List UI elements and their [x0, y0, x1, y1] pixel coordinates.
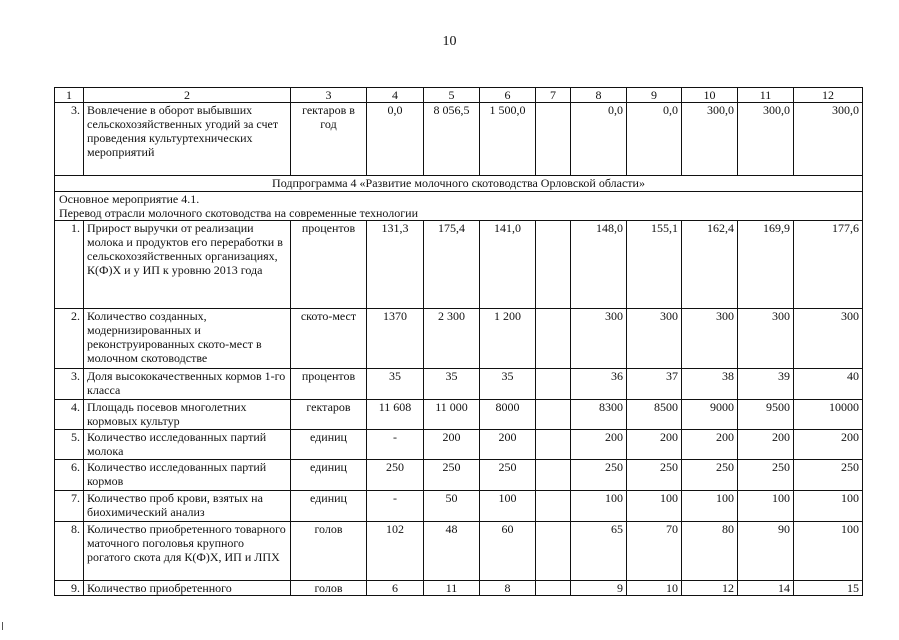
value-cell: 39 — [738, 369, 794, 400]
unit-cell: голов — [291, 522, 367, 581]
header-cell: 4 — [367, 88, 424, 103]
value-cell: 35 — [367, 369, 424, 400]
value-cell: 250 — [794, 460, 863, 491]
value-cell: 90 — [738, 522, 794, 581]
value-cell: 200 — [424, 430, 480, 460]
value-cell: 250 — [480, 460, 536, 491]
value-cell: 50 — [424, 491, 480, 522]
row-number: 9. — [55, 581, 84, 596]
value-cell: 250 — [571, 460, 627, 491]
value-cell: 250 — [627, 460, 682, 491]
scan-mark — [2, 622, 3, 630]
value-cell: 300 — [794, 309, 863, 369]
unit-cell: процентов — [291, 221, 367, 309]
value-cell: 8000 — [480, 400, 536, 430]
value-cell: 70 — [627, 522, 682, 581]
value-cell: 8500 — [627, 400, 682, 430]
unit-cell: единиц — [291, 491, 367, 522]
value-cell — [536, 369, 571, 400]
value-cell: 300,0 — [794, 103, 863, 176]
value-cell: 200 — [480, 430, 536, 460]
value-cell — [536, 491, 571, 522]
header-cell: 10 — [682, 88, 738, 103]
table-body — [55, 88, 863, 596]
header-cell: 3 — [291, 88, 367, 103]
value-cell: 200 — [627, 430, 682, 460]
value-cell: 300 — [627, 309, 682, 369]
value-cell: 300 — [682, 309, 738, 369]
value-cell: 200 — [571, 430, 627, 460]
value-cell: 9000 — [682, 400, 738, 430]
value-cell: 48 — [424, 522, 480, 581]
value-cell — [536, 309, 571, 369]
value-cell: 40 — [794, 369, 863, 400]
value-cell: 12 — [682, 581, 738, 596]
value-cell: 300,0 — [738, 103, 794, 176]
indicator-name: Количество приобретенного — [84, 581, 291, 596]
value-cell: 169,9 — [738, 221, 794, 309]
table-row — [55, 221, 863, 309]
value-cell: 100 — [794, 491, 863, 522]
value-cell: 200 — [794, 430, 863, 460]
header-cell: 5 — [424, 88, 480, 103]
value-cell: 2 300 — [424, 309, 480, 369]
row-number: 5. — [55, 430, 84, 460]
value-cell: 10 — [627, 581, 682, 596]
header-cell: 11 — [738, 88, 794, 103]
value-cell: 37 — [627, 369, 682, 400]
row-number: 8. — [55, 522, 84, 581]
indicator-name: Вовлечение в оборот выбывших сельскохозяйственных угодий за счет проведения культуртехнических мероприятий — [84, 103, 291, 176]
value-cell — [536, 400, 571, 430]
unit-cell: ското-мест — [291, 309, 367, 369]
value-cell: 300 — [571, 309, 627, 369]
value-cell: 250 — [682, 460, 738, 491]
value-cell: 155,1 — [627, 221, 682, 309]
header-cell: 6 — [480, 88, 536, 103]
value-cell: 100 — [738, 491, 794, 522]
value-cell: 100 — [480, 491, 536, 522]
table-row — [55, 430, 863, 460]
value-cell: 1 500,0 — [480, 103, 536, 176]
main-event-title: Основное мероприятие 4.1. — [59, 192, 200, 206]
header-cell: 8 — [571, 88, 627, 103]
value-cell — [536, 460, 571, 491]
value-cell: 0,0 — [367, 103, 424, 176]
value-cell: 35 — [424, 369, 480, 400]
value-cell: - — [367, 430, 424, 460]
table-row — [55, 491, 863, 522]
unit-cell: единиц — [291, 430, 367, 460]
value-cell: 148,0 — [571, 221, 627, 309]
row-number: 7. — [55, 491, 84, 522]
page-number: 10 — [442, 34, 457, 49]
value-cell: 8 056,5 — [424, 103, 480, 176]
indicator-name: Количество созданных, модернизированных и реконструированных ското-мест в молочном скотоводстве — [84, 309, 291, 369]
value-cell: 6 — [367, 581, 424, 596]
value-cell: 200 — [682, 430, 738, 460]
value-cell: 250 — [738, 460, 794, 491]
value-cell — [536, 103, 571, 176]
value-cell: 14 — [738, 581, 794, 596]
value-cell: 100 — [627, 491, 682, 522]
value-cell: 300,0 — [682, 103, 738, 176]
value-cell: 38 — [682, 369, 738, 400]
value-cell: 11 608 — [367, 400, 424, 430]
subprogram-row — [55, 176, 863, 192]
value-cell: 131,3 — [367, 221, 424, 309]
table-row — [55, 309, 863, 369]
header-row — [55, 88, 863, 103]
header-cell: 12 — [794, 88, 863, 103]
row-number: 6. — [55, 460, 84, 491]
value-cell: 0,0 — [571, 103, 627, 176]
value-cell: 0,0 — [627, 103, 682, 176]
value-cell: 141,0 — [480, 221, 536, 309]
indicator-name: Количество исследованных партий молока — [84, 430, 291, 460]
value-cell: 175,4 — [424, 221, 480, 309]
row-number: 2. — [55, 309, 84, 369]
value-cell: 8 — [480, 581, 536, 596]
value-cell: 200 — [738, 430, 794, 460]
value-cell: 35 — [480, 369, 536, 400]
value-cell: 10000 — [794, 400, 863, 430]
unit-cell: голов — [291, 581, 367, 596]
value-cell: 9 — [571, 581, 627, 596]
value-cell: 9500 — [738, 400, 794, 430]
subprogram-title: Подпрограмма 4 «Развитие молочного скотоводства Орловской области» — [55, 176, 863, 192]
indicators-table — [54, 87, 863, 596]
value-cell: 1 200 — [480, 309, 536, 369]
row-number: 3. — [55, 103, 84, 176]
indicator-name: Доля высококачественных кормов 1-го класса — [84, 369, 291, 400]
value-cell — [536, 522, 571, 581]
value-cell: 162,4 — [682, 221, 738, 309]
row-number: 4. — [55, 400, 84, 430]
table-row — [55, 103, 863, 176]
value-cell: 100 — [794, 522, 863, 581]
value-cell — [536, 430, 571, 460]
row-number: 3. — [55, 369, 84, 400]
indicator-name: Количество приобретенного товарного маточного поголовья крупного рогатого скота для К(Ф)Х, ИП и ЛПХ — [84, 522, 291, 581]
indicator-name: Площадь посевов многолетних кормовых культур — [84, 400, 291, 430]
unit-cell: гектаров в год — [291, 103, 367, 176]
value-cell: 11 000 — [424, 400, 480, 430]
table-row — [55, 369, 863, 400]
header-cell: 2 — [84, 88, 291, 103]
main-event-description: Перевод отрасли молочного скотоводства на современные технологии — [59, 206, 419, 220]
indicator-name: Количество проб крови, взятых на биохимический анализ — [84, 491, 291, 522]
table-row — [55, 460, 863, 491]
value-cell: 11 — [424, 581, 480, 596]
value-cell: - — [367, 491, 424, 522]
value-cell: 8300 — [571, 400, 627, 430]
indicator-name: Прирост выручки от реализации молока и продуктов его переработки в сельскохозяйственных организациях, К(Ф)Х и у ИП к уровню 2013 года — [84, 221, 291, 309]
unit-cell: гектаров — [291, 400, 367, 430]
main-event-row — [55, 192, 863, 221]
value-cell: 100 — [571, 491, 627, 522]
unit-cell: единиц — [291, 460, 367, 491]
value-cell: 177,6 — [794, 221, 863, 309]
value-cell: 250 — [424, 460, 480, 491]
table-row — [55, 400, 863, 430]
table-row — [55, 522, 863, 581]
value-cell: 250 — [367, 460, 424, 491]
value-cell: 60 — [480, 522, 536, 581]
value-cell — [536, 581, 571, 596]
unit-cell: процентов — [291, 369, 367, 400]
header-cell: 1 — [55, 88, 84, 103]
value-cell: 80 — [682, 522, 738, 581]
value-cell: 65 — [571, 522, 627, 581]
indicator-name: Количество исследованных партий кормов — [84, 460, 291, 491]
value-cell: 1370 — [367, 309, 424, 369]
value-cell — [536, 221, 571, 309]
header-cell: 7 — [536, 88, 571, 103]
row-number: 1. — [55, 221, 84, 309]
value-cell: 300 — [738, 309, 794, 369]
value-cell: 15 — [794, 581, 863, 596]
value-cell: 100 — [682, 491, 738, 522]
value-cell: 102 — [367, 522, 424, 581]
value-cell: 36 — [571, 369, 627, 400]
table-row — [55, 581, 863, 596]
header-cell: 9 — [627, 88, 682, 103]
